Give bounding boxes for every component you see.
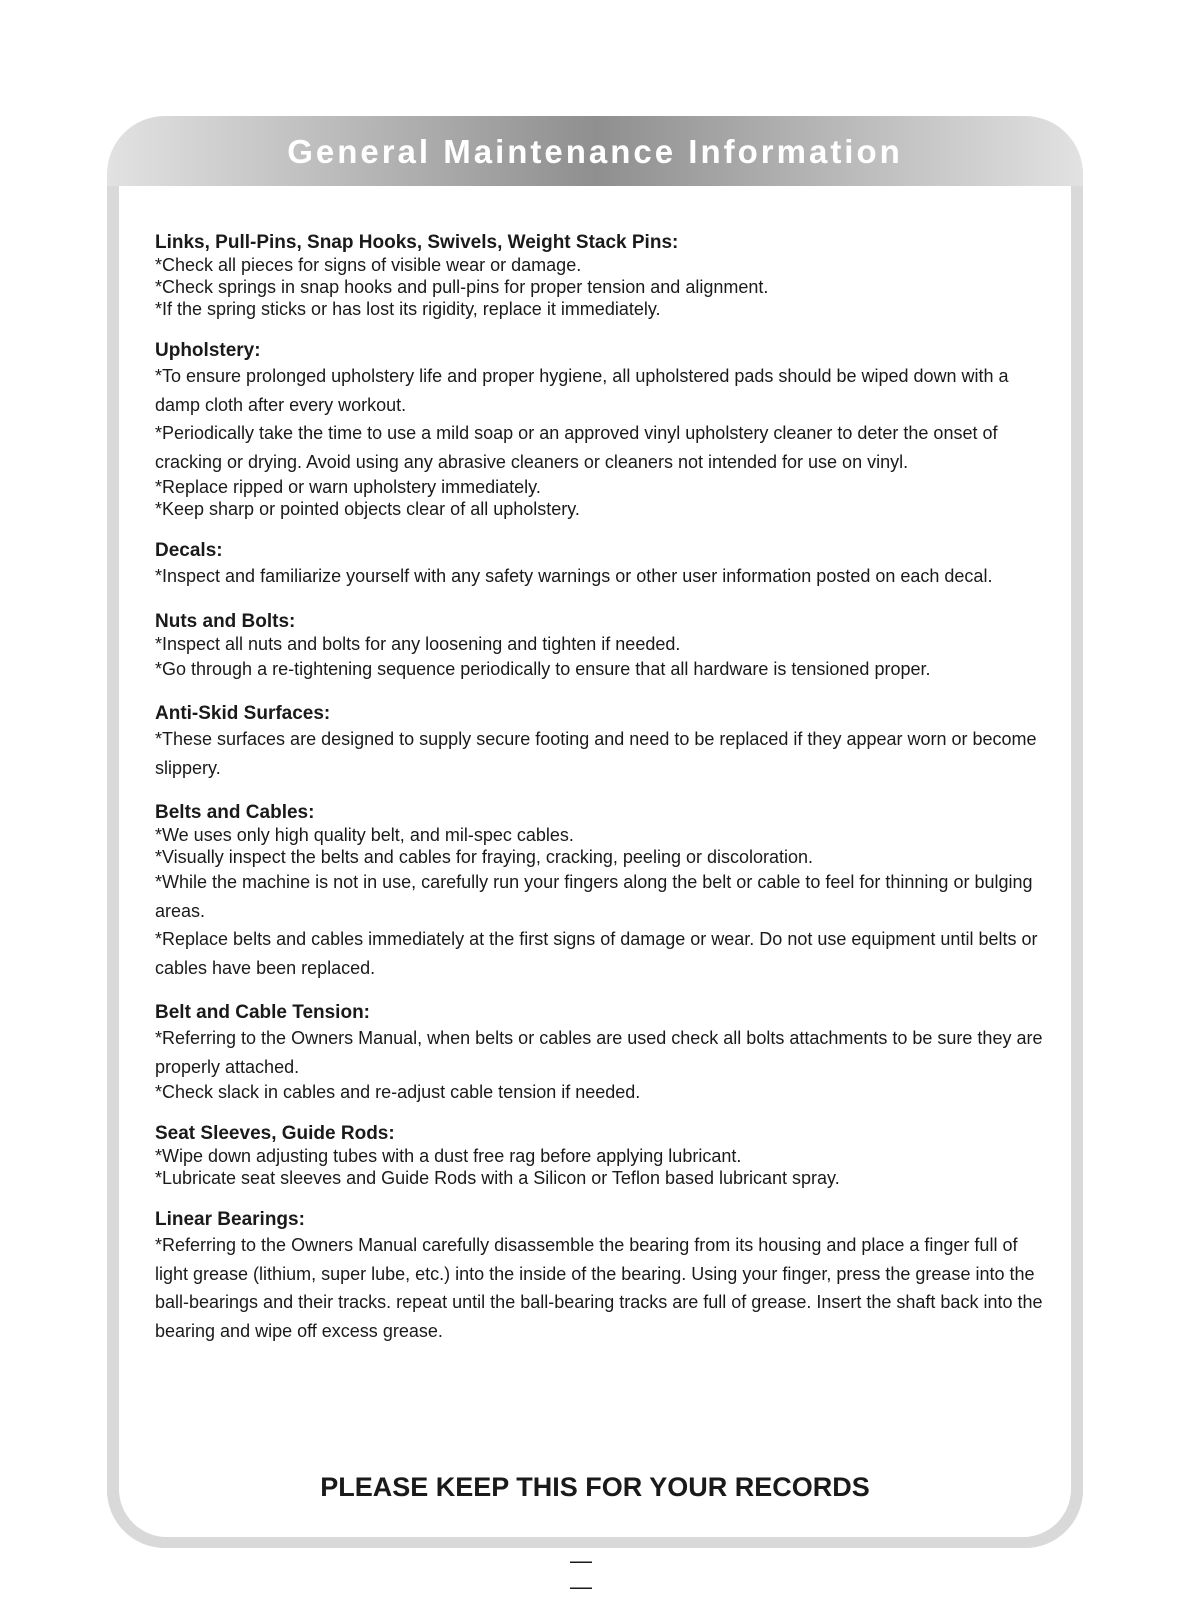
section-linear-bearings (155, 1209, 1055, 1345)
section-heading: Belt and Cable Tension: (155, 1002, 371, 1023)
section-item: *Referring to the Owners Manual, when belts or cables are used check all bolts attachments to be sure they are properly attached. (155, 1028, 1043, 1077)
page-title: General Maintenance Information (287, 133, 903, 170)
section-item: *These surfaces are designed to supply secure footing and need to be replaced if they appear worn or become slippery. (155, 729, 1037, 778)
section-item: *Periodically take the time to use a mild soap or an approved vinyl upholstery cleaner to deter the onset of cracking or drying. Avoid using any abrasive cleaners or cleaners not intended for use on vinyl. (155, 423, 998, 472)
section-heading: Seat Sleeves, Guide Rods: (155, 1123, 395, 1144)
section-item: *Go through a re-tightening sequence periodically to ensure that all hardware is tensioned proper. (155, 658, 931, 679)
records-notice: PLEASE KEEP THIS FOR YOUR RECORDS (320, 1472, 870, 1502)
section-item: *While the machine is not in use, carefully run your fingers along the belt or cable to feel for thinning or bulging areas. (155, 872, 1033, 921)
section-item: *Visually inspect the belts and cables for fraying, cracking, peeling or discoloration. (155, 847, 814, 867)
page-number: — — (570, 1548, 622, 1599)
section-item: *Replace belts and cables immediately at the first signs of damage or wear. Do not use equipment until belts or cables have been replaced. (155, 929, 1038, 978)
section-item: *Check all pieces for signs of visible wear or damage. (155, 255, 582, 275)
section-item: *Wipe down adjusting tubes with a dust free rag before applying lubricant. (155, 1146, 742, 1166)
section-item: *Referring to the Owners Manual carefully disassemble the bearing from its housing and place a finger full of light grease (lithium, super lube, etc.) into the inside of the bearing. Using your finger, press the grease into the ball-bearings and their tracks. repeat until the ball-bearing tracks are full of grease. Insert the shaft back into the bearing and wipe off excess grease. (155, 1235, 1043, 1341)
section-heading: Linear Bearings: (155, 1209, 305, 1230)
section-heading: Links, Pull-Pins, Snap Hooks, Swivels, Weight Stack Pins: (155, 232, 679, 253)
section-item: *Check slack in cables and re-adjust cable tension if needed. (155, 1082, 641, 1102)
section-item: *Replace ripped or warn upholstery immediately. (155, 477, 541, 497)
frame-border-right (1071, 186, 1083, 1486)
section-belts-cables (155, 802, 1055, 982)
section-links-pins (155, 232, 1055, 320)
section-item: *Lubricate seat sleeves and Guide Rods with a Silicon or Teflon based lubricant spray. (155, 1168, 840, 1188)
section-heading: Nuts and Bolts: (155, 610, 296, 632)
section-upholstery (155, 340, 1055, 520)
section-nuts-bolts (155, 611, 1055, 684)
section-item: *To ensure prolonged upholstery life and proper hygiene, all upholstered pads should be wiped down with a damp cloth after every workout. (155, 366, 1009, 415)
section-item: *Inspect and familiarize yourself with any safety warnings or other user information posted on each decal. (155, 566, 993, 586)
section-item: *We uses only high quality belt, and mil-spec cables. (155, 825, 574, 845)
section-item: *Inspect all nuts and bolts for any loosening and tighten if needed. (155, 633, 681, 654)
section-heading: Anti-Skid Surfaces: (155, 703, 331, 724)
section-item: *Keep sharp or pointed objects clear of all upholstery. (155, 499, 580, 519)
section-belt-cable-tension (155, 1002, 1055, 1103)
section-item: *Check springs in snap hooks and pull-pins for proper tension and alignment. (155, 277, 769, 297)
section-heading: Belts and Cables: (155, 802, 315, 823)
section-heading: Decals: (155, 540, 223, 561)
frame-border-left (107, 186, 119, 1486)
section-anti-skid (155, 703, 1055, 782)
section-seat-sleeves (155, 1123, 1055, 1189)
maintenance-sections (155, 232, 1055, 1365)
section-heading: Upholstery: (155, 340, 261, 361)
section-decals (155, 540, 1055, 591)
section-item: *If the spring sticks or has lost its rigidity, replace it immediately. (155, 299, 661, 319)
